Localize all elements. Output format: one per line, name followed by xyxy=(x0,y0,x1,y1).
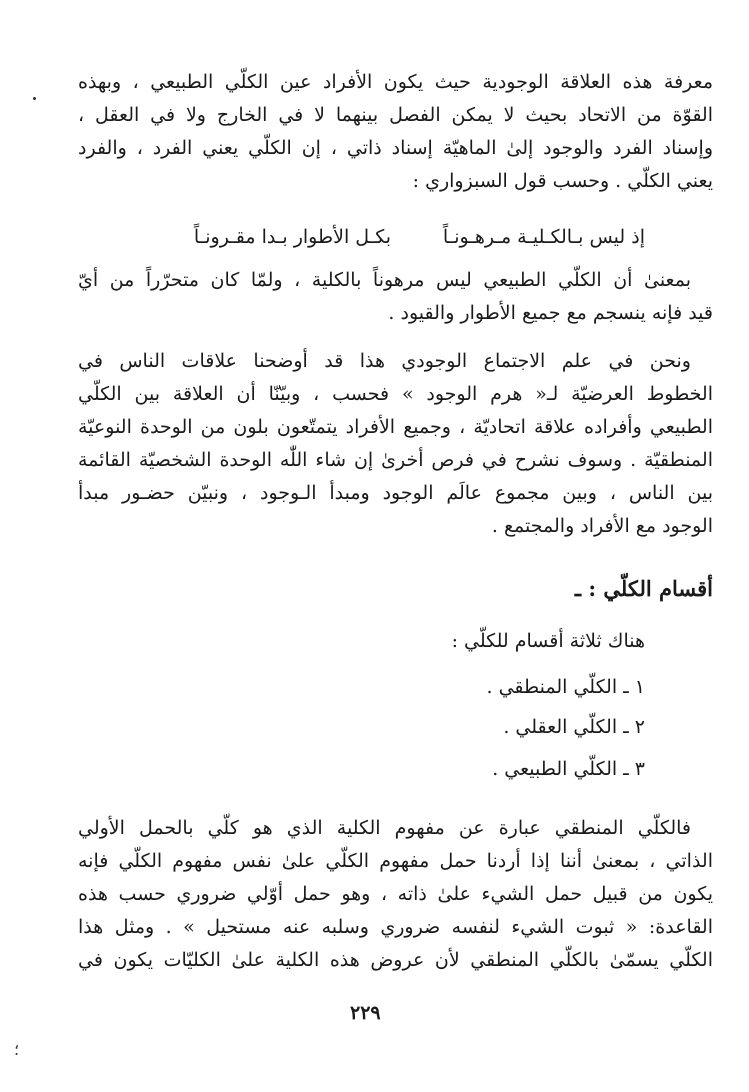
list-item: ٢ ـ الكلّي العقلي . xyxy=(503,716,645,738)
paragraph-1 xyxy=(78,66,713,198)
paragraph-4-line: القاعدة: « ثبوت الشيء لنفسه ضروري وسلبه عنه مستحيل » . ومثل هذا xyxy=(78,916,713,938)
list-item: ٣ ـ الكلّي الطبيعي . xyxy=(492,758,645,780)
paragraph-1-line: القوّة من الاتحاد بحيث لا يمكن الفصل بينهما لا في الخارج ولا في العقل ، xyxy=(78,104,713,126)
verse-left-hemistich: بكـل الأطوار بـدا مقـرونـاً xyxy=(193,226,391,248)
paragraph-4 xyxy=(78,812,713,977)
paragraph-2-line: قيد فإنه ينسجم مع جميع الأطوار والقيود . xyxy=(388,302,713,324)
paragraph-2-line: بمعنىٰ أن الكلّي الطبيعي ليس مرهوناً بالكلية ، ولمّا كان متحرّراً من أيّ xyxy=(78,269,691,291)
page-number: ٢٢٩ xyxy=(350,1002,381,1024)
paragraph-3 xyxy=(78,345,713,543)
paragraph-4-line: الكلّي يسمّىٰ بالكلّي المنطقي لأن عروض هذه الكلية علىٰ الكليّات يكون في xyxy=(78,949,713,971)
list-item: ١ ـ الكلّي المنطقي . xyxy=(486,676,645,698)
paragraph-3-line: المنطقيّة . وسوف نشرح في فرص أخرىٰ إن شاء اللّٰه الوحدة الشخصيّة القائمة xyxy=(78,449,713,471)
paragraph-3-line: الوجود مع الأفراد والمجتمع . xyxy=(491,515,713,537)
verse-right-hemistich: إذ ليس بـالكـليـة مـرهـونـاً xyxy=(442,226,645,248)
paragraph-2 xyxy=(78,264,713,330)
paragraph-4-line: الذاتي ، بمعنىٰ أننا إذا أردنا حمل مفهوم الكلّي علىٰ نفس مفهوم الكلّي فإنه xyxy=(78,850,713,872)
paragraph-3-line: بين الناس ، وبين مجموع عالَم الوجود ومبدأ الـوجود ، ونبيّن حضـور مبدأ xyxy=(78,482,713,504)
paragraph-3-line: ونحن في علم الاجتماع الوجودي هذا قد أوضحنا علاقات الناس في xyxy=(78,350,691,372)
list-intro: هناك ثلاثة أقسام للكلّي : xyxy=(451,630,645,652)
paragraph-1-line: معرفة هذه العلاقة الوجودية حيث يكون الأفراد عين الكلّي الطبيعي ، وبهذه xyxy=(78,71,713,93)
margin-mark: ؛ xyxy=(14,1040,20,1059)
margin-dot xyxy=(33,97,36,100)
paragraph-4-line: يكون من قبيل حمل الشيء علىٰ ذاته ، وهو حمل أوّلي ضروري حسب هذه xyxy=(78,883,713,905)
paragraph-1-line: يعني الكلّي . وحسب قول السبزواري : xyxy=(412,170,713,192)
paragraph-1-line: وإسناد الفرد والوجود إلىٰ الماهيّة إسناد ذاتي ، إن الكلّي يعني الفرد ، والفرد xyxy=(78,137,713,159)
paragraph-3-line: الطبيعي وأفراده علاقة اتحاديّة ، وجميع الأفراد يتمتّعون بلون من الوحدة النوعيّة xyxy=(78,416,713,438)
paragraph-3-line: الخطوط العرضيّة لـ« هرم الوجود » فحسب ، وبيّنّا أن العلاقة بين الكلّي xyxy=(78,383,713,405)
section-heading: أقسام الكلّي : ـ xyxy=(574,576,713,601)
paragraph-4-line: فالكلّي المنطقي عبارة عن مفهوم الكلية الذي هو كلّي بالحمل الأولي xyxy=(78,817,691,839)
